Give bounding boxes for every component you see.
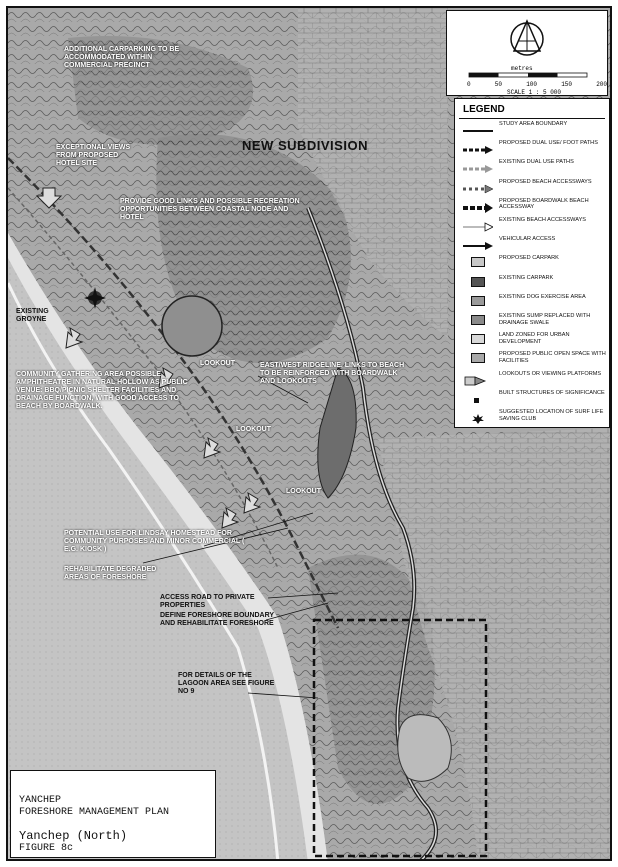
legend-item-label: EXISTING BEACH ACCESSWAYS bbox=[499, 217, 587, 223]
subdivision-label: NEW SUBDIVISION bbox=[242, 138, 368, 153]
legend-title: LEGEND bbox=[463, 104, 505, 115]
legend-item bbox=[459, 236, 607, 250]
legend-item-label: SUGGESTED LOCATION OF SURF LIFE SAVING CLUB bbox=[499, 409, 604, 422]
legend-item bbox=[459, 409, 607, 423]
legend-item-label: PROPOSED DUAL USE/ FOOT PATHS bbox=[499, 140, 598, 147]
title-place: YANCHEP bbox=[19, 795, 62, 806]
star-burst-icon bbox=[463, 411, 493, 421]
annotation-homestead: POTENTIAL USE FOR LINDSAY HOMESTEAD FOR COMMUNITY PURPOSES AND MINOR COMMERCIAL ( E.G. KIOSK ) bbox=[64, 530, 245, 553]
dashed-arrow-light-icon bbox=[463, 161, 493, 171]
legend-item-label: EXISTING DUAL USE PATHS bbox=[499, 159, 574, 166]
scale-tick: 50 bbox=[494, 81, 502, 88]
title-figure: FIGURE 8c bbox=[19, 843, 74, 854]
dashed-arrow-heavy-icon bbox=[463, 200, 493, 210]
legend-item-label: LOOKOUTS OR VIEWING PLATFORMS bbox=[499, 370, 602, 377]
lookout-label-1: LOOKOUT bbox=[200, 360, 235, 367]
legend-item-label: BUILT STRUCTURES OF SIGNIFICANCE bbox=[499, 389, 605, 396]
legend-item bbox=[459, 255, 607, 269]
legend-item-label: STUDY AREA BOUNDARY bbox=[499, 121, 568, 127]
legend-item bbox=[459, 313, 607, 327]
legend-item bbox=[459, 140, 607, 154]
fill-stipple-icon bbox=[471, 296, 485, 306]
scale-tick: 200 bbox=[596, 81, 607, 88]
annotation-links: PROVIDE GOOD LINKS AND POSSIBLE RECREATION OPPORTUNITIES BETWEEN COASTAL NODE AND HOTEL bbox=[120, 198, 300, 221]
annotation-access-road: ACCESS ROAD TO PRIVATE PROPERTIES bbox=[160, 594, 255, 609]
fill-mid-icon bbox=[471, 315, 485, 325]
fill-light-icon bbox=[471, 257, 485, 267]
fill-grey-icon bbox=[471, 353, 485, 363]
open-arrow-icon bbox=[463, 219, 493, 229]
annotation-views: EXCEPTIONAL VIEWS FROM PROPOSED HOTEL SITE bbox=[56, 144, 131, 167]
annotation-carparking: ADDITIONAL CARPARKING TO BE ACCOMMODATED WITHIN COMMERCIAL PRECINCT bbox=[64, 46, 180, 69]
legend-item-label: EXISTING DOG EXERCISE AREA bbox=[499, 293, 586, 300]
annotation-community: COMMUNITY GATHERING AREA POSSIBLE AMPHITHEATRE IN NATURAL HOLLOW AS PUBLIC VENUE: BBQ/PICNIC SHELTER FACILITIES AND DRAINAGE FUNCTION, WITH GOOD ACCESS TO BEACH BY BOARDWALK. bbox=[16, 371, 188, 410]
legend-item bbox=[459, 217, 607, 231]
legend-item bbox=[459, 198, 607, 212]
legend-item-label: PROPOSED BOARDWALK BEACH ACCESSWAY bbox=[499, 197, 589, 211]
legend-item bbox=[459, 332, 607, 346]
lookout-label-3: LOOKOUT bbox=[286, 488, 321, 495]
legend-item-label: LAND ZONED FOR URBAN DEVELOPMENT bbox=[499, 332, 570, 345]
lookout-label-2: LOOKOUT bbox=[236, 426, 271, 433]
legend-item bbox=[459, 351, 607, 365]
legend-item-label: EXISTING SUMP REPLACED WITH DRAINAGE SWALE bbox=[499, 313, 591, 326]
annotation-rehab: REHABILITATE DEGRADED AREAS OF FORESHORE bbox=[64, 566, 157, 581]
scale-tick: 100 bbox=[526, 81, 537, 88]
map-sheet bbox=[6, 6, 612, 861]
scale-panel bbox=[446, 10, 608, 96]
legend-item-label: EXISTING CARPARK bbox=[499, 274, 554, 281]
title-area: Yanchep (North) bbox=[19, 829, 128, 843]
legend-item bbox=[459, 390, 607, 404]
scale-tick: 150 bbox=[561, 81, 572, 88]
legend-item bbox=[459, 121, 607, 135]
dashed-arrow-mid-icon bbox=[463, 181, 493, 191]
fill-pale-icon bbox=[471, 334, 485, 344]
annotation-lagoon: FOR DETAILS OF THE LAGOON AREA SEE FIGURE NO 9 bbox=[178, 672, 275, 695]
legend-item bbox=[459, 294, 607, 308]
legend-item bbox=[459, 371, 607, 385]
legend-item bbox=[459, 159, 607, 173]
legend-item-label: VEHICULAR ACCESS bbox=[499, 236, 556, 243]
scale-unit: metres bbox=[511, 65, 533, 72]
scale-ratio: SCALE 1 : 5 000 bbox=[507, 89, 562, 96]
legend-item bbox=[459, 179, 607, 193]
annotation-boundary: DEFINE FORESHORE BOUNDARY AND REHABILITATE FORESHORE bbox=[160, 612, 274, 627]
lookout-symbol-icon bbox=[463, 373, 493, 383]
legend-item-label: PROPOSED BEACH ACCESSWAYS bbox=[499, 178, 592, 185]
title-block bbox=[10, 770, 216, 858]
square-dot-icon bbox=[463, 392, 493, 402]
legend-item bbox=[459, 275, 607, 289]
annotation-ridgeline: EAST/WEST RIDGELINE, LINKS TO BEACH TO BE REINFORCED WITH BOARDWALK AND LOOKOUTS bbox=[260, 362, 405, 385]
annotation-groyne: EXISTING GROYNE bbox=[16, 308, 49, 323]
solid-arrow-icon bbox=[463, 238, 493, 248]
fill-dark-icon bbox=[471, 277, 485, 287]
legend-item-label: PROPOSED PUBLIC OPEN SPACE WITH FACILITIES bbox=[499, 351, 606, 364]
open-space-node bbox=[162, 296, 222, 356]
legend-item-label: PROPOSED CARPARK bbox=[499, 255, 559, 262]
scale-tick: 0 bbox=[467, 81, 471, 88]
solid-line-icon bbox=[463, 123, 493, 133]
dashed-arrow-dark-icon bbox=[463, 142, 493, 152]
title-plan: FORESHORE MANAGEMENT PLAN bbox=[19, 807, 170, 818]
legend-divider bbox=[459, 118, 605, 119]
scale-ticks bbox=[467, 81, 607, 88]
legend bbox=[454, 98, 610, 428]
